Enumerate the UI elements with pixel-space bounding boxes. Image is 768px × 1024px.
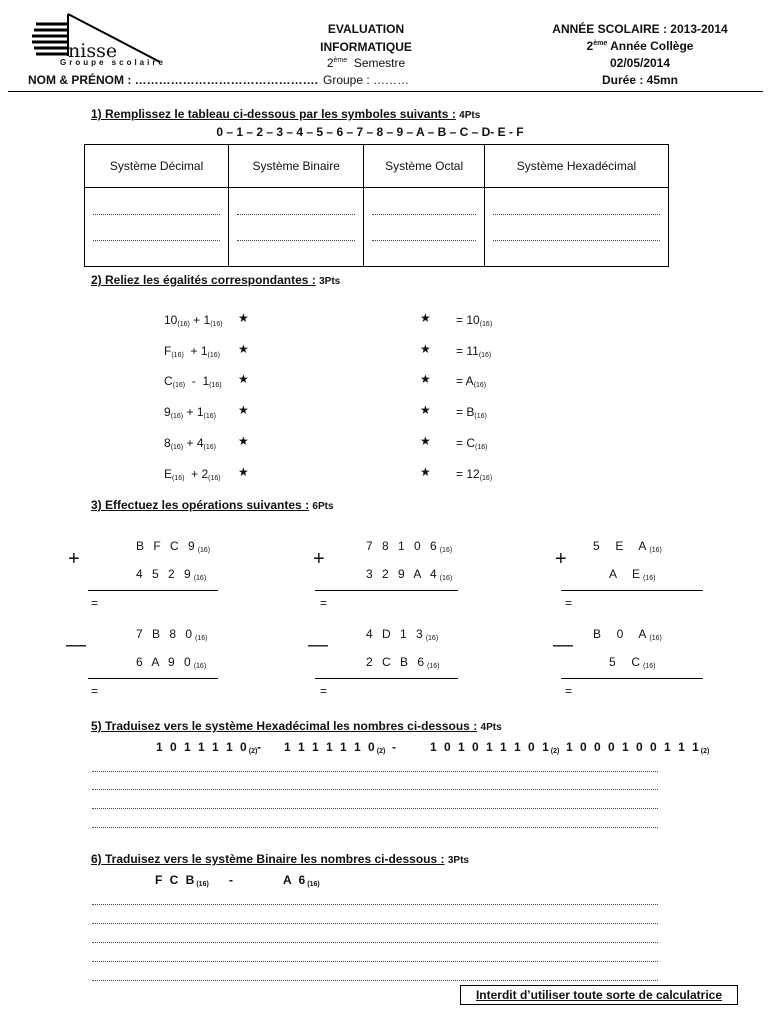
answer-line[interactable] [92,826,658,828]
answer-line[interactable] [92,807,658,809]
operand-b: 6 A 9 $0_{(16)}$ [136,655,207,670]
q5-number: 1 0 1 0 1 1 1 0 $1_{(2)}$ [430,740,560,755]
q5-number: 1 0 0 0 1 0 0 1 1 $1_{(2)}$ [566,740,710,755]
star-icon[interactable]: ★ [420,372,431,386]
q1-symbols: 0 – 1 – 2 – 3 – 4 – 5 – 6 – 7 – 8 – 9 – A – B – C – D- E - F [216,125,524,139]
q2-right-item: = $B_{(16)}$ [456,405,487,420]
q2-right-item: = $C_{(16)}$ [456,436,488,451]
star-icon[interactable]: ★ [238,403,249,417]
result-line [561,590,703,591]
q6-title: 6) Traduisez vers le système Binaire les nombres ci-dessous : 3Pts [91,852,469,866]
answer-line[interactable] [92,770,658,772]
operand-a: 7 B 8 $0_{(16)}$ [136,627,208,642]
q2-left-item: $9_{(16)} + 1_{(16)}$ [164,405,216,420]
q5-number: 1 1 1 1 1 1 $0_{(2)}$ [284,740,386,755]
result-field[interactable]: = [320,596,328,610]
separator: - [257,740,261,754]
logo-name: nisse [68,40,118,62]
q6-number: A $6_{(16)}$ [283,873,320,888]
result-line [315,678,458,679]
school-year: ANNÉE SCOLAIRE : 2013-2014 [552,22,728,36]
star-icon[interactable]: ★ [238,372,249,386]
col-header-binary: Système Binaire [229,145,364,188]
plus-sign: + [68,548,80,570]
operand-b: 4 5 2 $9_{(16)}$ [136,567,207,582]
result-field[interactable]: = [565,684,573,698]
minus-sign: — [308,634,328,656]
operand-a: B F C $9_{(16)}$ [136,539,211,554]
star-icon[interactable]: ★ [420,465,431,479]
school-logo [30,12,170,70]
q2-right-item: = $A_{(16)}$ [456,374,487,389]
q5-number: 1 0 1 1 1 1 $0_{(2)}$ [156,740,258,755]
title-subject: INFORMATIQUE [320,40,412,54]
result-field[interactable]: = [91,596,99,610]
q5-title: 5) Traduisez vers le système Hexadécimal les nombres ci-dessous : 4Pts [91,719,502,733]
minus-sign: — [66,634,86,656]
answer-cell-hex[interactable] [485,188,669,267]
semester: 2ème Semestre [326,56,406,70]
result-field[interactable]: = [320,684,328,698]
q2-right-item: = $12_{(16)}$ [456,467,493,482]
col-header-hex: Système Hexadécimal [485,145,669,188]
exam-duration: Durée : 45mn [601,73,679,87]
star-icon[interactable]: ★ [238,342,249,356]
answer-line[interactable] [92,979,658,981]
operand-a: 7 8 1 0 $6_{(16)}$ [366,539,453,554]
exam-date: 02/05/2014 [609,56,671,70]
q2-left-item: $C_{(16)} - 1_{(16)}$ [164,374,222,389]
q2-left-item: $E_{(16)} + 2_{(16)}$ [164,467,221,482]
q2-left-item: $10_{(16)} + 1_{(16)}$ [164,313,223,328]
result-line [88,678,218,679]
q2-title: 2) Reliez les égalités correspondantes : 3Pts [91,273,341,287]
q6-number: F C $B_{(16)}$ [155,873,209,888]
operand-a: 4 D 1 $3_{(16)}$ [366,627,439,642]
q1-title: 1) Remplissez le tableau ci-dessous par les symboles suivants : 4Pts [91,107,481,121]
q2-right-item: = $11_{(16)}$ [456,344,492,359]
q2-left-item: $F_{(16)} + 1_{(16)}$ [164,344,220,359]
separator: - [229,873,233,887]
minus-sign: — [553,634,573,656]
q2-left-item: $8_{(16)} + 4_{(16)}$ [164,436,216,451]
answer-line[interactable] [92,788,658,790]
star-icon[interactable]: ★ [420,434,431,448]
operand-a: 5 E $A_{(16)}$ [593,539,662,554]
q1-table [84,144,669,267]
result-line [315,590,458,591]
operand-b: 2 C B $6_{(16)}$ [366,655,440,670]
result-field[interactable]: = [565,596,573,610]
groupe-field: Groupe : ……… [322,73,410,87]
operand-b: 3 2 9 A $4_{(16)}$ [366,567,453,582]
col-header-decimal: Système Décimal [85,145,229,188]
q2-right-item: = $10_{(16)}$ [456,313,493,328]
result-field[interactable]: = [91,684,99,698]
answer-line[interactable] [92,960,658,962]
class-level: 2ème Année Collège [586,39,694,53]
col-header-octal: Système Octal [364,145,485,188]
answer-cell-binary[interactable] [229,188,364,267]
star-icon[interactable]: ★ [420,403,431,417]
answer-line[interactable] [92,941,658,943]
star-icon[interactable]: ★ [238,465,249,479]
answer-cell-decimal[interactable] [85,188,229,267]
header-divider [8,91,763,92]
result-line [561,678,703,679]
result-line [88,590,218,591]
operand-b: A $E_{(16)}$ [609,567,656,582]
answer-line[interactable] [92,922,658,924]
star-icon[interactable]: ★ [420,342,431,356]
answer-line[interactable] [92,903,658,905]
answer-cell-octal[interactable] [364,188,485,267]
separator: - [392,740,396,754]
star-icon[interactable]: ★ [420,311,431,325]
plus-sign: + [555,548,567,570]
logo-subtitle: Groupe scolaire [60,58,166,67]
plus-sign: + [313,548,325,570]
calculator-notice: Interdit d’utiliser toute sorte de calculatrice [460,985,738,1005]
name-field: NOM & PRÉNOM : ………………………………………. [28,73,318,87]
operand-a: B 0 $A_{(16)}$ [593,627,662,642]
title-evaluation: EVALUATION [327,22,405,36]
star-icon[interactable]: ★ [238,434,249,448]
q3-title: 3) Effectuez les opérations suivantes : 6Pts [91,498,334,512]
operand-b: 5 $C_{(16)}$ [609,655,656,670]
star-icon[interactable]: ★ [238,311,249,325]
